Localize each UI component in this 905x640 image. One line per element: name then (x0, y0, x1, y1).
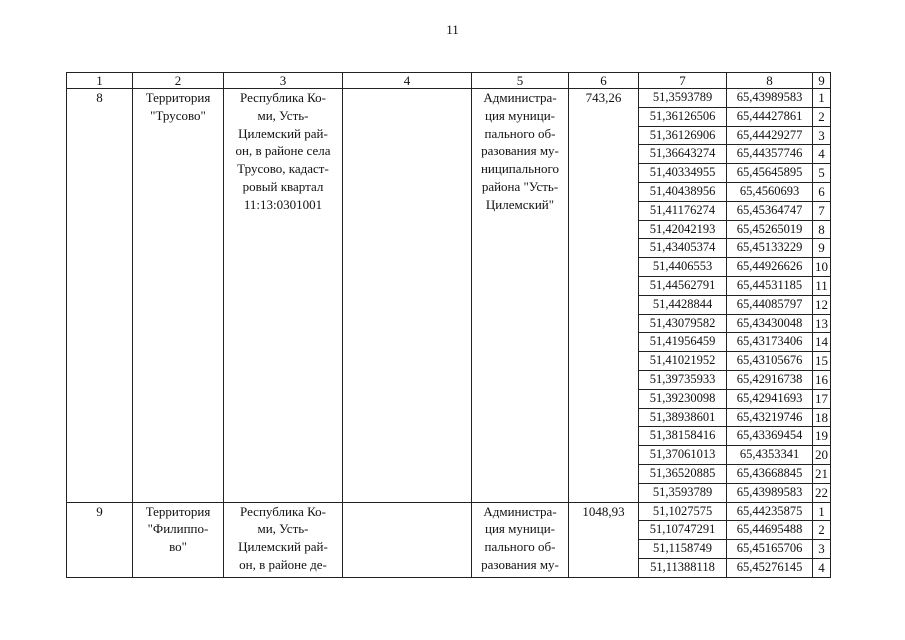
point-number-cell: 1 (813, 89, 831, 108)
point-number-cell: 3 (813, 540, 831, 559)
coordinate-x-cell: 51,41956459 (639, 333, 727, 352)
coordinate-x-cell: 51,11388118 (639, 558, 727, 577)
point-number-cell: 11 (813, 276, 831, 295)
point-number-cell: 20 (813, 446, 831, 465)
coordinate-x-cell: 51,36126906 (639, 126, 727, 145)
coordinate-x-cell: 51,38158416 (639, 427, 727, 446)
coordinate-y-cell: 65,4560693 (727, 182, 813, 201)
coordinate-x-cell: 51,43405374 (639, 239, 727, 258)
table-header-row (67, 73, 831, 89)
coordinate-x-cell: 51,39735933 (639, 370, 727, 389)
coordinate-y-cell: 65,43173406 (727, 333, 813, 352)
coordinate-x-cell: 51,4428844 (639, 295, 727, 314)
point-number-cell: 9 (813, 239, 831, 258)
location-description-cell: Республика Ко- ми, Усть- Цилемский рай- он, в районе села Трусово, кадаст- ровый квартал 11:13:0301001 (224, 89, 343, 503)
point-number-cell: 5 (813, 164, 831, 183)
point-number-cell: 13 (813, 314, 831, 333)
point-number-cell: 2 (813, 521, 831, 540)
coordinate-x-cell: 51,40438956 (639, 182, 727, 201)
header-cell: 1 (67, 73, 133, 89)
coordinate-y-cell: 65,44427861 (727, 107, 813, 126)
coordinate-y-cell: 65,45645895 (727, 164, 813, 183)
coordinate-y-cell: 65,45133229 (727, 239, 813, 258)
coordinate-y-cell: 65,44357746 (727, 145, 813, 164)
point-number-cell: 14 (813, 333, 831, 352)
coordinate-y-cell: 65,45364747 (727, 201, 813, 220)
point-number-cell: 19 (813, 427, 831, 446)
coordinate-x-cell: 51,41021952 (639, 352, 727, 371)
header-cell: 2 (133, 73, 224, 89)
header-cell: 9 (813, 73, 831, 89)
coordinates-table (66, 72, 831, 578)
record-number-cell: 9 (67, 502, 133, 577)
territory-name-cell: Территория "Филиппо- во" (133, 502, 224, 577)
coordinate-x-cell: 51,3593789 (639, 89, 727, 108)
point-number-cell: 12 (813, 295, 831, 314)
header-cell: 6 (569, 73, 639, 89)
point-number-cell: 22 (813, 483, 831, 502)
coordinate-x-cell: 51,40334955 (639, 164, 727, 183)
coordinate-x-cell: 51,36520885 (639, 464, 727, 483)
point-number-cell: 21 (813, 464, 831, 483)
coordinate-x-cell: 51,44562791 (639, 276, 727, 295)
point-number-cell: 17 (813, 389, 831, 408)
header-cell: 8 (727, 73, 813, 89)
coordinate-y-cell: 65,44531185 (727, 276, 813, 295)
point-number-cell: 1 (813, 502, 831, 521)
point-number-cell: 18 (813, 408, 831, 427)
administration-cell: Администра- ция муници- пального об- разования му- ниципального района "Усть- Цилемский" (472, 89, 569, 503)
point-number-cell: 6 (813, 182, 831, 201)
coordinate-y-cell: 65,44429277 (727, 126, 813, 145)
point-number-cell: 4 (813, 145, 831, 164)
coordinate-y-cell: 65,43989583 (727, 483, 813, 502)
coordinate-x-cell: 51,4406553 (639, 258, 727, 277)
page-number: 11 (446, 22, 459, 37)
area-cell: 743,26 (569, 89, 639, 503)
coordinate-y-cell: 65,43668845 (727, 464, 813, 483)
point-number-cell: 7 (813, 201, 831, 220)
coordinate-y-cell: 65,43430048 (727, 314, 813, 333)
coordinate-x-cell: 51,42042193 (639, 220, 727, 239)
table-row (67, 502, 831, 521)
coordinate-y-cell: 65,44085797 (727, 295, 813, 314)
table-body (67, 89, 831, 578)
coordinate-y-cell: 65,45276145 (727, 558, 813, 577)
coordinate-y-cell: 65,44926626 (727, 258, 813, 277)
column-4-cell (343, 89, 472, 503)
coordinate-y-cell: 65,44695488 (727, 521, 813, 540)
coordinate-x-cell: 51,10747291 (639, 521, 727, 540)
coordinate-x-cell: 51,41176274 (639, 201, 727, 220)
coordinate-y-cell: 65,45165706 (727, 540, 813, 559)
territory-name-cell: Территория "Трусово" (133, 89, 224, 503)
coordinate-y-cell: 65,4353341 (727, 446, 813, 465)
coordinate-y-cell: 65,45265019 (727, 220, 813, 239)
header-cell: 7 (639, 73, 727, 89)
column-4-cell (343, 502, 472, 577)
coordinate-y-cell: 65,42916738 (727, 370, 813, 389)
coordinate-x-cell: 51,36126506 (639, 107, 727, 126)
coordinate-x-cell: 51,36643274 (639, 145, 727, 164)
header-cell: 4 (343, 73, 472, 89)
point-number-cell: 2 (813, 107, 831, 126)
point-number-cell: 16 (813, 370, 831, 389)
coordinate-y-cell: 65,43989583 (727, 89, 813, 108)
coordinate-y-cell: 65,43105676 (727, 352, 813, 371)
header-cell: 3 (224, 73, 343, 89)
header-cell: 5 (472, 73, 569, 89)
coordinate-x-cell: 51,38938601 (639, 408, 727, 427)
administration-cell: Администра- ция муници- пального об- разования му- (472, 502, 569, 577)
point-number-cell: 8 (813, 220, 831, 239)
coordinate-y-cell: 65,44235875 (727, 502, 813, 521)
coordinate-y-cell: 65,42941693 (727, 389, 813, 408)
point-number-cell: 15 (813, 352, 831, 371)
table-row (67, 89, 831, 108)
coordinate-x-cell: 51,37061013 (639, 446, 727, 465)
location-description-cell: Республика Ко- ми, Усть- Цилемский рай- он, в районе де- (224, 502, 343, 577)
coordinate-x-cell: 51,1027575 (639, 502, 727, 521)
coordinate-x-cell: 51,3593789 (639, 483, 727, 502)
point-number-cell: 3 (813, 126, 831, 145)
area-cell: 1048,93 (569, 502, 639, 577)
coordinate-y-cell: 65,43219746 (727, 408, 813, 427)
point-number-cell: 10 (813, 258, 831, 277)
coordinate-x-cell: 51,43079582 (639, 314, 727, 333)
coordinate-x-cell: 51,39230098 (639, 389, 727, 408)
coordinate-x-cell: 51,1158749 (639, 540, 727, 559)
coordinate-y-cell: 65,43369454 (727, 427, 813, 446)
record-number-cell: 8 (67, 89, 133, 503)
point-number-cell: 4 (813, 558, 831, 577)
